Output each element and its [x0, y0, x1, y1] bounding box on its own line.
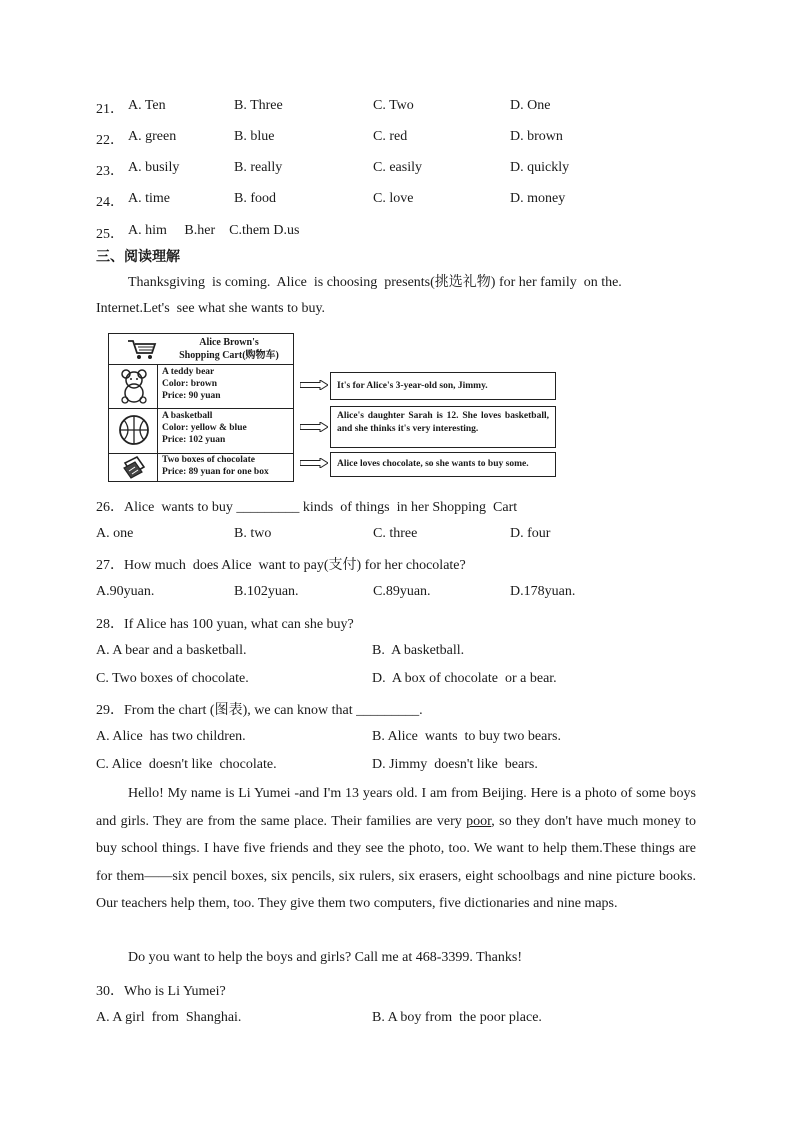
option-c[interactable]: C. love [373, 191, 414, 206]
option-b[interactable]: B. Alice wants to buy two bears. [372, 729, 561, 744]
question-29-options-cd [96, 757, 716, 777]
option-a[interactable]: A. busily [128, 160, 180, 175]
item-color: Color: brown [162, 379, 217, 389]
item-price: Price: 89 yuan for one box [162, 467, 269, 477]
question-21 [96, 98, 716, 118]
basketball-icon [118, 414, 150, 446]
option-d[interactable]: D. Jimmy doesn't like bears. [372, 757, 538, 772]
option-d[interactable]: D. A box of chocolate or a bear. [372, 671, 557, 686]
question-number: 25． [96, 227, 124, 242]
note-alice: Alice loves chocolate, so she wants to buy some. [330, 452, 556, 477]
item-name: A teddy bear [162, 367, 215, 377]
arrow-right-icon [300, 422, 328, 432]
arrow-right-icon [300, 458, 328, 468]
option-a[interactable]: A. A girl from Shanghai. [96, 1010, 242, 1025]
question-28-options-cd [96, 671, 716, 691]
question-26-options [96, 526, 716, 546]
item-name: Two boxes of chocolate [162, 455, 255, 465]
question-27-stem: 27．How much does Alice want to pay(支付) for her chocolate? [96, 558, 466, 573]
passage2-paragraph2: Do you want to help the boys and girls? Call me at 468-3399. Thanks! [128, 950, 523, 965]
option-a[interactable]: A.90yuan. [96, 584, 155, 599]
option-b[interactable]: B. A basketball. [372, 643, 465, 658]
option-a[interactable]: A. green [128, 129, 177, 144]
option-b[interactable]: B. two [234, 526, 272, 541]
question-25 [96, 223, 716, 243]
option-d[interactable]: D. four [510, 526, 551, 541]
item-color: Color: yellow & blue [162, 423, 247, 433]
shopping-cart-icon [127, 338, 157, 360]
passage2-underlined-word: poor [466, 813, 492, 829]
option-b[interactable]: B. food [234, 191, 276, 206]
option-d[interactable]: D. brown [510, 129, 563, 144]
cart-header [109, 334, 293, 365]
option-b[interactable]: B.102yuan. [234, 584, 299, 599]
option-d[interactable]: D. money [510, 191, 566, 206]
option-c[interactable]: C. red [373, 129, 408, 144]
option-c[interactable]: C.89yuan. [373, 584, 431, 599]
teddy-bear-icon [119, 368, 149, 404]
option-d[interactable]: D.178yuan. [510, 584, 576, 599]
question-22 [96, 129, 716, 149]
passage2-text-after: , so they don't have much money to buy school things. I have five friends and they see the photo, too. We want to help them.These things are for them——six pencil boxes, six pencils, six rulers, six erasers, eight schoolbags and nine picture books. Our teachers help them, too. They give them two computers, five dictionaries and nine maps. [96, 813, 696, 912]
cart-title [169, 336, 289, 362]
note-jimmy: It's for Alice's 3-year-old son, Jimmy. [330, 372, 556, 400]
option-b[interactable]: B. Three [234, 98, 283, 113]
option-c[interactable]: C. Two [373, 98, 414, 113]
option-c[interactable]: C. Two boxes of chocolate. [96, 671, 249, 686]
note-sarah: Alice's daughter Sarah is 12. She loves basketball, and she thinks it's very interesting. [330, 406, 556, 448]
option-b[interactable]: B. blue [234, 129, 275, 144]
question-28-stem: 28．If Alice has 100 yuan, what can she buy? [96, 617, 354, 632]
option-a[interactable]: A. A bear and a basketball. [96, 643, 247, 658]
option-d[interactable]: D. quickly [510, 160, 570, 175]
arrow-right-icon [300, 380, 328, 390]
passage1-line1: Thanksgiving is coming. Alice is choosing presents(挑选礼物) for her family on the. [128, 275, 622, 290]
item-name: A basketball [162, 411, 213, 421]
question-23 [96, 160, 716, 180]
option-a[interactable]: A. Ten [128, 98, 166, 113]
question-25-options[interactable]: A. him B.her C.them D.us [128, 223, 300, 238]
passage2-paragraph1 [96, 780, 696, 918]
passage2-text-before: Hello! My name is Li Yumei -and I'm 13 years old. I am from Beijing. Here is a photo of some boys and girls. They are from the same place. Their families are very [96, 786, 696, 829]
question-29-stem: 29．From the chart (图表), we can know that _________. [96, 703, 423, 718]
question-24 [96, 191, 716, 211]
question-26-stem: 26．Alice wants to buy _________ kinds of things in her Shopping Cart [96, 500, 518, 515]
option-b[interactable]: B. really [234, 160, 283, 175]
option-b[interactable]: B. A boy from the poor place. [372, 1010, 542, 1025]
question-30-options [96, 1010, 716, 1030]
option-d[interactable]: D. One [510, 98, 551, 113]
question-number: 24． [96, 195, 124, 210]
question-30-stem: 30．Who is Li Yumei? [96, 984, 226, 999]
chocolate-icon [121, 455, 147, 480]
cart-title-line2: Shopping Cart(购物车) [179, 350, 279, 361]
cart-item-teddy-bear [109, 364, 293, 409]
question-number: 22． [96, 133, 124, 148]
question-number: 21． [96, 102, 124, 117]
option-a[interactable]: A. one [96, 526, 134, 541]
option-c[interactable]: C. Alice doesn't like chocolate. [96, 757, 277, 772]
question-27-options [96, 584, 716, 604]
cart-item-chocolate [109, 453, 293, 482]
item-price: Price: 90 yuan [162, 391, 221, 401]
section-heading: 三、阅读理解 [96, 249, 180, 265]
option-a[interactable]: A. Alice has two children. [96, 729, 246, 744]
passage1-line2: Internet.Let's see what she wants to buy. [96, 301, 326, 316]
item-price: Price: 102 yuan [162, 435, 226, 445]
question-28-options-ab [96, 643, 716, 663]
option-c[interactable]: C. easily [373, 160, 422, 175]
cart-item-basketball [109, 408, 293, 454]
cart-title-line1: Alice Brown's [199, 337, 259, 348]
question-29-options-ab [96, 729, 716, 749]
option-c[interactable]: C. three [373, 526, 418, 541]
option-a[interactable]: A. time [128, 191, 170, 206]
question-number: 23． [96, 164, 124, 179]
shopping-cart-table [108, 333, 294, 482]
